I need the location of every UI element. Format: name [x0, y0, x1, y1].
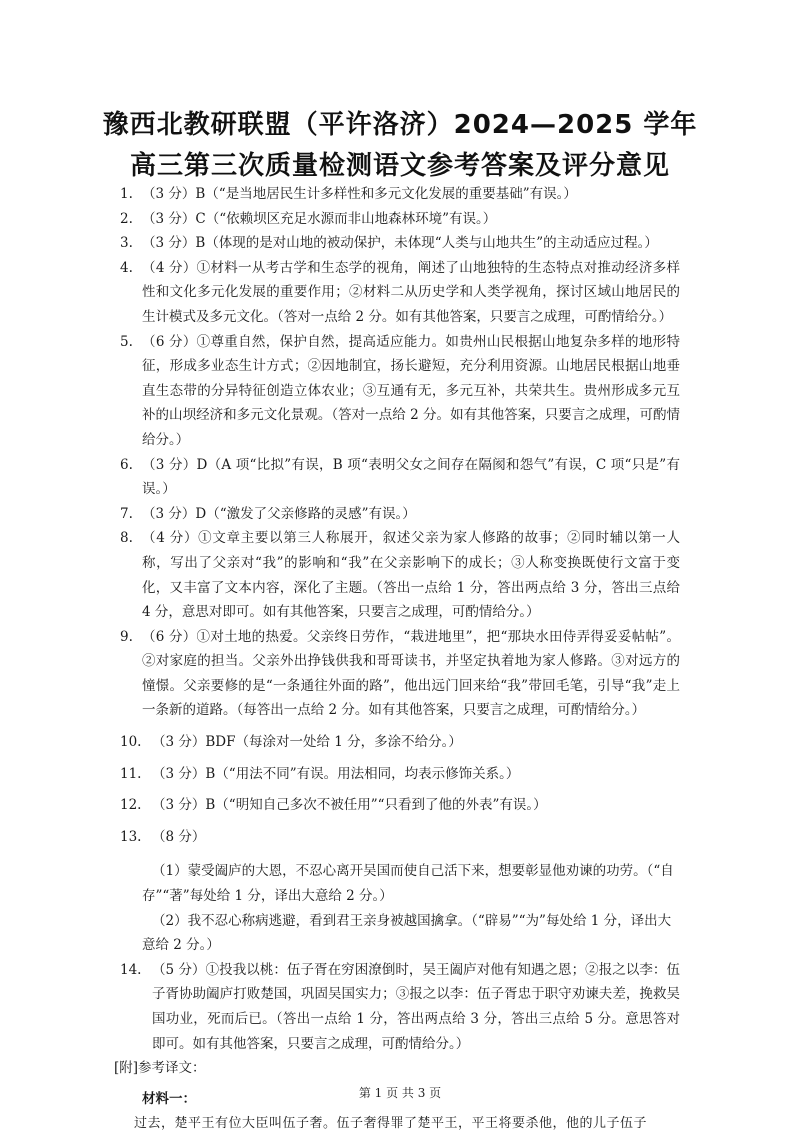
answer-number: 5. — [120, 333, 133, 350]
answer-item — [120, 625, 680, 723]
answer-item — [120, 182, 680, 207]
answer-text: （3 分）B（“是当地居民生计多样性和多元文化发展的重要基础”有误。） — [142, 186, 577, 202]
q13-sub-answer-1: （1）蒙受阖庐的大恩，不忍心离开吴国而使自己活下来，想要彰显他劝谏的功劳。（“自存”“著”每处给 1 分，译出大意给 2 分。） — [142, 863, 674, 905]
answer-number: 7. — [120, 505, 133, 522]
answer-text: （3 分）D（A 项“比拟”有误，B 项“表明父女之间存在隔阂和怨气”有误，C 项“只是”有误。） — [142, 456, 680, 498]
document-title-line-2: 高三第三次质量检测语文参考答案及评分意见 — [129, 151, 670, 181]
answer-text: （8 分） — [152, 828, 206, 845]
answer-number: 11. — [120, 765, 142, 782]
material-text: 过去，楚平王有位大臣叫伍子奢。伍子奢得罪了楚平王，平王将要杀他，他的儿子伍子 — [134, 1116, 648, 1132]
answer-number: 3. — [120, 235, 133, 252]
answer-text: （4 分）①材料一从考古学和生态学的视角，阐述了山地独特的生态特点对推动经济多样性和文化多元化发展的重要作用；②材料二从历史学和人类学视角，探讨区域山地居民的生计模式及多元文化。（答对一点给 2 分。如有其他答案，只要言之成理，可酌情给分。） — [142, 259, 680, 325]
answer-item — [120, 825, 680, 850]
answer-number: 12. — [120, 797, 142, 814]
answer-text: （5 分）①投我以桃：伍子胥在穷困潦倒时，吴王阖庐对他有知遇之恩；②报之以李：伍子胥协助阖庐打败楚国，巩固吴国实力；③报之以李：伍子胥忠于职守劝谏夫差，挽救吴国功业，死而后已。（答出一点给 1 分，答出两点给 3 分，答出三点给 5 分。意思答对即可。如有其他答案，只要言之成理，可酌情给分。） — [152, 961, 680, 1052]
answer-number: 14. — [120, 961, 142, 978]
material-title: 材料一： — [142, 1091, 196, 1108]
q13-sub-answer-2: （2）我不忍心称病逃避，看到君王亲身被越国擒拿。（“辟易”“为”每处给 1 分，译出大意给 2 分。） — [142, 912, 672, 954]
answer-item — [120, 207, 680, 232]
answer-item — [120, 793, 680, 818]
answer-item — [120, 330, 680, 453]
answer-number: 1. — [120, 186, 133, 202]
answer-item — [120, 502, 680, 527]
appendix-label: [附]参考译文： — [114, 1060, 206, 1077]
answer-text: （3 分）D（“激发了父亲修路的灵感”有误。） — [142, 505, 416, 522]
answer-item — [120, 231, 680, 256]
answer-number: 6. — [120, 456, 133, 473]
answer-item — [120, 256, 680, 330]
answer-item — [120, 762, 680, 787]
answer-number: 10. — [120, 734, 142, 751]
answer-number: 9. — [120, 628, 133, 645]
page-footer: 第 1 页 共 3 页 — [358, 1086, 442, 1100]
answer-text: （3 分）BDF（每涂对一处给 1 分，多涂不给分。） — [152, 734, 462, 751]
answer-number: 4. — [120, 259, 133, 276]
answer-item — [120, 958, 680, 1056]
answer-number: 2. — [120, 210, 133, 227]
answer-text: （3 分）B（体现的是对山地的被动保护，未体现“人类与山地共生”的主动适应过程。） — [142, 235, 658, 252]
answer-text: （3 分）B（“用法不同”有误。用法相同，均表示修饰关系。） — [152, 765, 520, 782]
answer-text: （6 分）①尊重自然，保护自然，提高适应能力。如贵州山民根据山地复杂多样的地形特征，形成多业态生计方式；②因地制宜，扬长避短，充分利用资源。山地居民根据山地垂直生态带的分异特征创造立体农业；③互通有无，多元互补，共荣共生。贵州形成多元互补的山坝经济和多元文化景观。（答对一点给 2 分。如有其他答案，只要言之成理，可酌情给分。） — [142, 333, 680, 448]
answer-item — [120, 453, 680, 502]
answer-text: （3 分）C（“依赖坝区充足水源而非山地森林环境”有误。） — [142, 210, 497, 227]
answer-item — [120, 730, 680, 755]
answer-list — [114, 182, 680, 1136]
answer-text: （3 分）B（“明知自己多次不被任用”“只看到了他的外表”有误。） — [152, 797, 547, 814]
document-title-line-1: 豫西北教研联盟（平许洛济）2024—2025 学年 — [102, 110, 698, 140]
answer-item — [120, 526, 680, 624]
answer-text: （6 分）①对土地的热爱。父亲终日劳作，“栽进地里”，把“那块水田侍弄得妥妥帖帖”。②对家庭的担当。父亲外出挣钱供我和哥哥读书，并坚定执着地为家人修路。③对远方的憧憬。父亲要修的是“一条通往外面的路”，他出远门回来给“我”带回毛笔，引导“我”走上一条新的道路。（每答出一点给 2 分。如有其他答案，只要言之成理，可酌情给分。） — [142, 628, 680, 719]
answer-number: 8. — [120, 530, 133, 547]
answer-text: （4 分）①文章主要以第三人称展开，叙述父亲为家人修路的故事；②同时辅以第一人称，写出了父亲对“我”的影响和“我”在父亲影响下的成长；③人称变换既使行文富于变化，又丰富了文本内容，深化了主题。（答出一点给 1 分，答出两点给 3 分，答出三点给 4 分，意思对即可。如有其他答案，只要言之成理，可酌情给分。） — [142, 530, 680, 621]
answer-number: 13. — [120, 828, 142, 845]
